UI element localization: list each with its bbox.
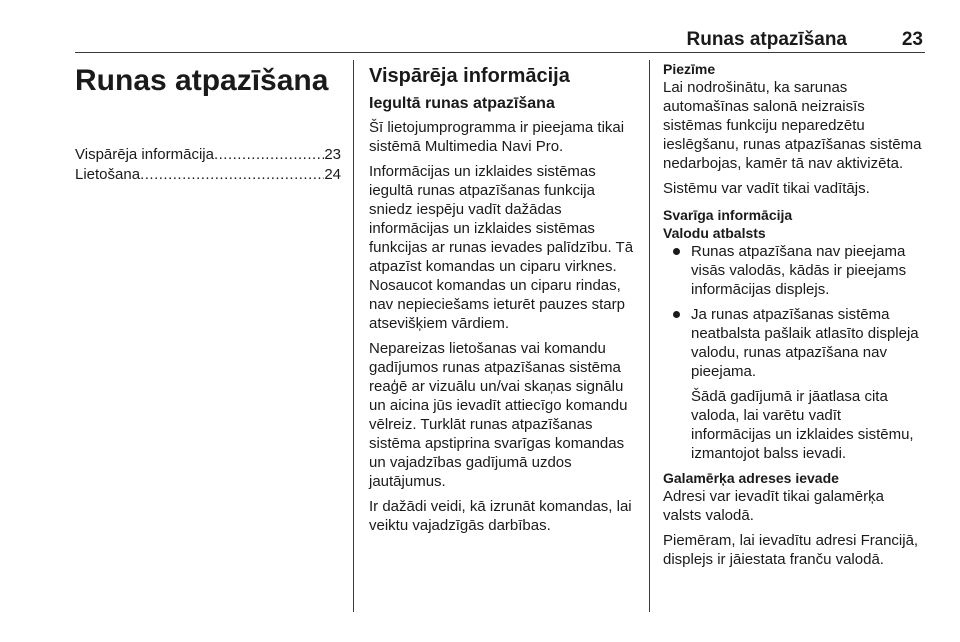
toc-entry[interactable] xyxy=(75,165,341,185)
section-title: Vispārēja informācija xyxy=(369,65,570,87)
list-item xyxy=(663,305,925,463)
running-header xyxy=(75,28,925,53)
running-title: Runas atpazīšana xyxy=(686,29,847,50)
chapter-title: Runas atpazīšana xyxy=(75,64,329,97)
toc-leader-dots xyxy=(214,145,324,165)
toc-entry-page: 23 xyxy=(324,146,341,163)
paragraph: Adresi var ievadīt tikai galamērķa valsts valodā. xyxy=(663,488,884,524)
note-text: Lai nodrošinātu, ka sarunas automašīnas salonā neizraisīs sistēmas funkciju neparedzētu ieslēgšanu, runas atpazīšanas sistēma nedarbojas, kamēr tā nav aktivizēta. xyxy=(663,79,922,172)
bullet-icon xyxy=(673,311,680,318)
bullet-text: Runas atpazīšana nav pieejama visās valodās, kādās ir pieejams informācijas displejs. xyxy=(691,243,907,298)
column-notes xyxy=(663,60,925,575)
paragraph: Šī lietojumprogramma ir pieejama tikai sistēmā Multimedia Navi Pro. xyxy=(369,119,625,155)
language-heading: Valodu atbalsts xyxy=(663,225,766,241)
bullet-text: Ja runas atpazīšanas sistēma neatbalsta pašlaik atlasīto displeja valodu, runas atpazīšana nav pieejama. xyxy=(691,306,919,380)
toc-entry-label: Vispārēja informācija xyxy=(75,146,214,163)
note-box xyxy=(663,60,925,198)
important-heading: Svarīga informācija xyxy=(663,207,793,223)
paragraph: Piemēram, lai ievadītu adresi Francijā, displejs ir jāiestata franču valodā. xyxy=(663,532,919,568)
paragraph: Informācijas un izklaides sistēmas iegultā runas atpazīšanas funkcija sniedz iespēju vadīt dažādas informācijas un izklaides sistēmas funkcijas ar runas ievades palīdzību. Tā atpazīst komandas un ciparu virknes. Nosaucot komandas un ciparu rindas, nav nepieciešams ieturēt pauzes starp atsevišķiem vārdiem. xyxy=(369,163,634,332)
paragraph: Nepareizas lietošanas vai komandu gadījumos runas atpazīšanas sistēma reaģē ar vizuālu un/vai skaņas signālu un aicina jūs ievadīt attiecīgo komandu vēlreiz. Turklāt runas atpazīšanas sistēma apstiprina svarīgas komandas un vajadzības gadījumā uzdos jautājumus. xyxy=(369,340,628,490)
bullet-text: Šādā gadījumā ir jāatlasa cita valoda, lai varētu vadīt informācijas un izklaides sistēmu, izmantojot balss ievadi. xyxy=(691,388,914,462)
paragraph: Ir dažādi veidi, kā izrunāt komandas, lai veiktu vajadzīgās darbības. xyxy=(369,498,632,534)
column-toc xyxy=(75,60,341,185)
subsection-title: Iegultā runas atpazīšana xyxy=(369,95,555,112)
page-number: 23 xyxy=(901,29,923,50)
list-item xyxy=(663,242,925,299)
column-divider xyxy=(649,60,650,612)
column-general-info xyxy=(369,60,641,541)
note-text: Sistēmu var vadīt tikai vadītājs. xyxy=(663,180,870,197)
toc-entry-label: Lietošana xyxy=(75,166,141,183)
column-divider xyxy=(353,60,354,612)
note-title: Piezīme xyxy=(663,61,716,77)
bullet-list xyxy=(663,242,925,463)
bullet-icon xyxy=(673,248,680,255)
address-heading: Galamērķa adreses ievade xyxy=(663,470,839,486)
toc-leader-dots xyxy=(140,165,324,185)
table-of-contents xyxy=(75,145,341,185)
toc-entry[interactable] xyxy=(75,145,341,165)
toc-entry-page: 24 xyxy=(324,166,341,183)
